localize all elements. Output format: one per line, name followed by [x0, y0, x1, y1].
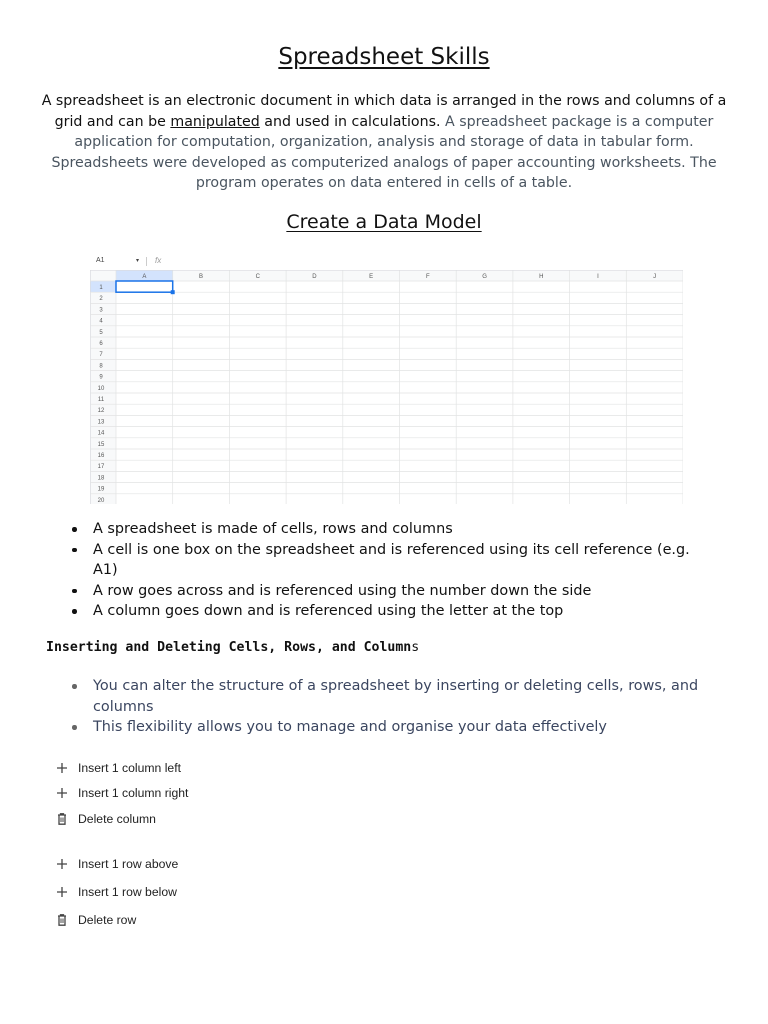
plus-icon — [54, 785, 70, 801]
intro-paragraph — [40, 91, 728, 194]
name-box: A1 — [96, 257, 105, 264]
list-item: You can alter the structure of a spreadsheet by inserting or deleting cells, rows, and columns — [70, 676, 710, 717]
column-header-f: F — [426, 274, 430, 280]
selected-row-header — [90, 281, 116, 292]
spreadsheet-grid — [90, 270, 683, 504]
section-title: Create a Data Model — [286, 211, 482, 233]
list-item: A column goes down and is referenced using the letter at the top — [70, 601, 710, 622]
row-header-7: 7 — [99, 352, 103, 359]
fill-handle — [171, 290, 175, 294]
selected-cell-outline — [116, 281, 173, 292]
trash-icon — [54, 912, 70, 928]
row-header-11: 11 — [97, 397, 105, 403]
row-header-4: 4 — [99, 318, 103, 325]
heading-last-letter: s — [411, 640, 420, 655]
row-header-19: 19 — [97, 486, 105, 493]
row-header-14: 14 — [97, 430, 105, 437]
menu-item-label: Insert 1 row above — [78, 857, 179, 871]
column-header-j: J — [653, 274, 657, 280]
inserting-deleting-heading — [46, 640, 419, 655]
name-box-dropdown-icon: ▾ — [136, 258, 140, 264]
list-item: This flexibility allows you to manage and organise your data effectively — [70, 717, 710, 738]
column-header-i: I — [597, 274, 599, 280]
list-item: A row goes across and is referenced using the number down the side — [70, 581, 710, 602]
row-header-13: 13 — [97, 419, 105, 426]
heading-main: Inserting and Deleting Cells, Rows, and Column — [46, 640, 412, 655]
row-header-18: 18 — [97, 475, 105, 482]
plus-icon — [54, 884, 70, 900]
column-header-d: D — [312, 274, 317, 280]
column-header-h: H — [539, 274, 544, 280]
row-header-2: 2 — [99, 296, 103, 303]
fx-icon: fx — [155, 256, 162, 265]
intro-text-3: A spreadsheet package is a computer application for computation, organization, analysis and storage of data in tabular form. Spreadsheets were developed as computerized analogs of paper accounting worksheets. The program operates on data entered in cells of a table. — [51, 113, 717, 191]
column-header-a: A — [142, 274, 147, 280]
menu-item-label: Insert 1 column right — [78, 786, 189, 800]
row-header-6: 6 — [99, 341, 103, 347]
plus-icon — [54, 760, 70, 776]
row-header-15: 15 — [97, 441, 105, 448]
list-item: A spreadsheet is made of cells, rows and columns — [70, 519, 710, 540]
menu-item-label: Insert 1 row below — [78, 885, 177, 899]
structure-bullet-list — [70, 676, 710, 738]
column-header-e: E — [369, 274, 374, 280]
formula-bar-divider — [146, 257, 147, 266]
page-title: Spreadsheet Skills — [278, 44, 490, 70]
row-header-5: 5 — [99, 329, 103, 336]
list-item: A cell is one box on the spreadsheet and is referenced using its cell reference (e.g. A1) — [70, 540, 710, 581]
row-header-10: 10 — [97, 385, 105, 392]
row-header-20: 20 — [97, 497, 105, 504]
menu-item-label: Insert 1 column left — [78, 761, 181, 775]
menu-item-label: Delete column — [78, 812, 156, 826]
column-header-bar — [90, 270, 683, 281]
row-header-3: 3 — [99, 307, 103, 314]
row-header-16: 16 — [97, 453, 105, 459]
column-header-b: B — [199, 274, 204, 280]
plus-icon — [54, 856, 70, 872]
spreadsheet-screenshot — [90, 254, 683, 504]
intro-text-1: A spreadsheet is an electronic document in which data is arranged in the rows and columns of a grid and can be — [41, 93, 727, 130]
trash-icon — [54, 811, 70, 827]
spreadsheet-bullet-list — [70, 519, 710, 622]
row-header-1: 1 — [99, 285, 103, 291]
column-header-g: G — [482, 274, 487, 280]
row-header-17: 17 — [97, 464, 105, 471]
menu-item-label: Delete row — [78, 913, 137, 927]
row-header-9: 9 — [99, 374, 103, 381]
row-header-12: 12 — [97, 408, 105, 415]
intro-text-2: and used in calculations. — [259, 113, 445, 130]
column-header-c: C — [255, 274, 260, 280]
intro-underlined-word: manipulated — [170, 113, 260, 130]
row-header-8: 8 — [99, 363, 103, 370]
